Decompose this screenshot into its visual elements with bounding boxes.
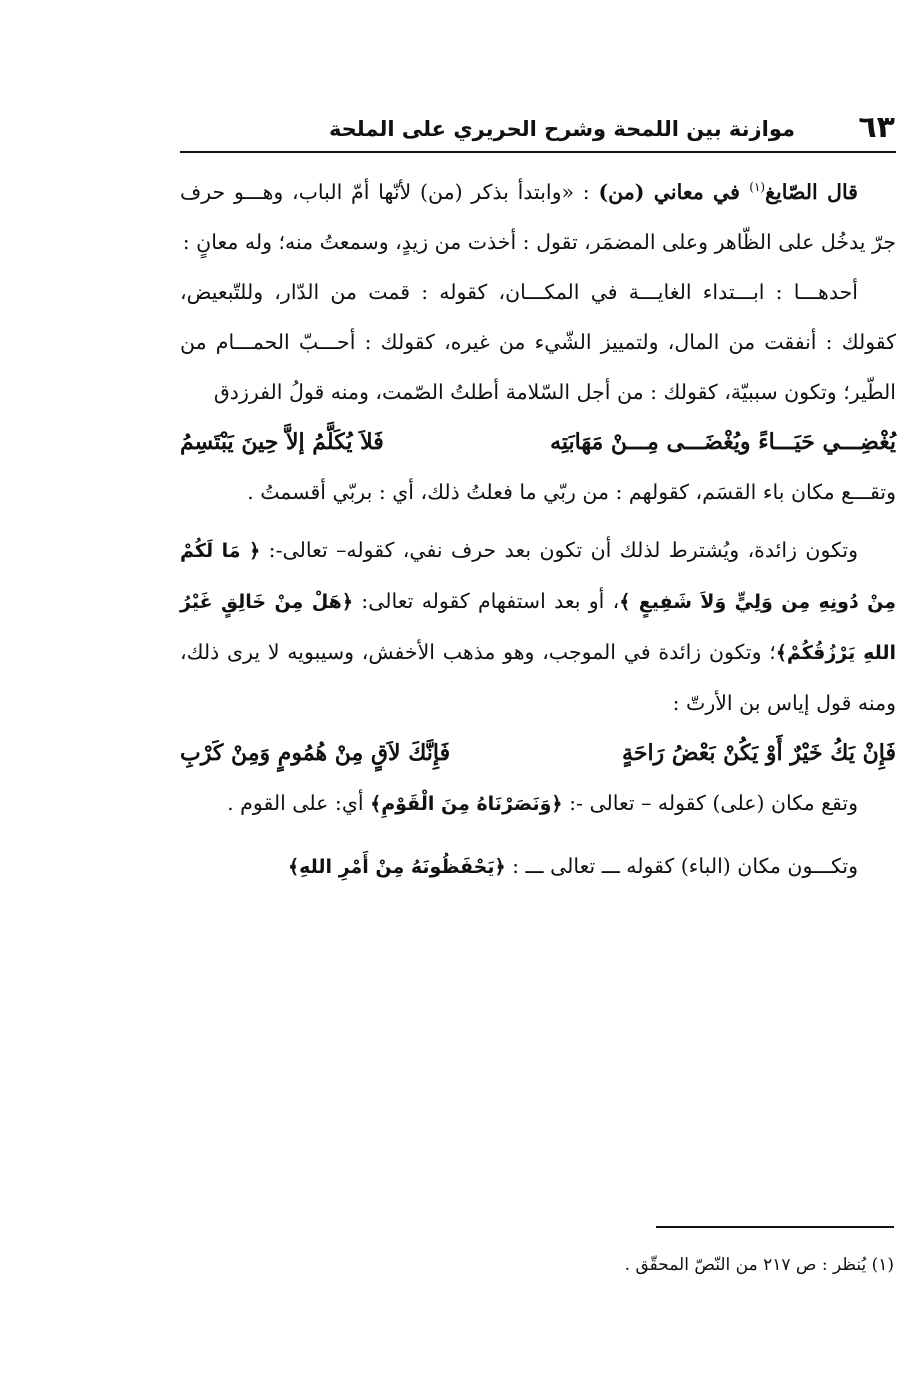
spacer <box>180 517 896 525</box>
header-rule <box>180 151 896 153</box>
paragraph-5-text-b: أي: على القوم . <box>227 790 371 815</box>
running-title: موازنة بين اللمحة وشرح الحريري على الملحة <box>328 117 795 141</box>
paragraph-1-lead-2: في معاني (من) <box>598 179 750 204</box>
paragraph-2: أحدهـــا : ابـــتداء الغايـــة في المكـــان، كقوله : قمت من الدّار، وللتّبعيض، كقولك : أنفقت من المال، ولتمييز الشّيء من غيره، كقولك : أحـــبّ الحمـــام من الطّير؛ وتكون سببيّة، كقولك : من أجل السّلامة أطلتُ الصّمت، ومنه قولُ الفرزدق <box>180 279 896 404</box>
paragraph-1-text: : «وابتدأ بذكر (من) لأنّها أمّ الباب، وهـــو حرف جرّ يدخُل على الظّاهر وعلى المضمَر، تقول : أخذت من زيدٍ، وسمعتُ منه؛ وله معانٍ : <box>180 179 896 254</box>
verse-1-second-hemistich: فَلاَ يُكَلَّمُ إلاَّ حِينَ يَبْتَسِمُ <box>180 428 384 455</box>
spacer <box>180 829 896 841</box>
paragraph-4-text-a: وتكون زائدة، ويُشترط لذلك أن تكون بعد حرف نفي، كقوله– تعالى-: <box>260 537 859 562</box>
quran-quote-1: ﴿ مَا لَكُمْ مِنْ دُونِهِ مِن وَلِيٍّ وَلاَ شَفِيعٍ ﴾ <box>180 539 896 613</box>
paragraph-6 <box>180 841 896 892</box>
paragraph-5-text-a: وتقع مكان (على) كقوله – تعالى -: <box>562 790 858 815</box>
page-header <box>180 108 895 148</box>
verse-1-first-hemistich: يُغْضِـــي حَيَـــاءً ويُغْضَـــى مِـــنْ مَهَابَتِه <box>550 428 896 455</box>
paragraph-4-text-b: ، أو بعد استفهام كقوله تعالى: <box>353 588 620 613</box>
verse-1 <box>180 417 896 467</box>
page-number: ٦٣ <box>858 110 895 145</box>
paragraph-5 <box>180 778 896 829</box>
footnote: (١) يُنظر : ص ٢١٧ من النّصّ المحقّق . <box>624 1255 894 1275</box>
paragraph-4 <box>180 525 896 728</box>
quran-quote-4: ﴿يَحْفَظُونَهُ مِنْ أَمْرِ اللهِ﴾ <box>288 855 506 878</box>
quran-quote-2: ﴿هَلْ مِنْ خَالِقٍ غَيْرُ اللهِ يَرْزُقُكُمْ﴾ <box>180 590 896 664</box>
paragraph-1 <box>180 162 896 267</box>
quran-quote-3: ﴿وَنَصَرْنَاهُ مِنَ الْقَوْمِ﴾ <box>370 792 563 815</box>
paragraph-3: وتقـــع مكان باء القسَم، كقولهم : من ربّي ما فعلتُ ذلك، أي : بربّي أقسمتُ . <box>247 479 896 504</box>
footnote-rule <box>656 1226 894 1228</box>
footnote-ref: (١) <box>749 180 766 194</box>
body-text <box>180 162 896 892</box>
verse-2 <box>180 728 896 778</box>
paragraph-6-text-a: وتكـــون مكان (الباء) كقوله ـــ تعالى ـــ : <box>505 853 858 878</box>
paragraph-1-lead: قال الصّايغ <box>765 179 858 204</box>
verse-2-second-hemistich: فَإِنَّكَ لاَقٍ مِنْ هُمُومٍ وَمِنْ كَرْبِ <box>180 739 451 766</box>
verse-2-first-hemistich: فَإِنْ يَكُ خَيْرٌ أَوْ يَكُنْ بَعْضُ رَاحَةٍ <box>622 739 896 766</box>
paragraph-4-text-c: ؛ وتكون زائدة في الموجب، وهو مذهب الأخفش، وسيبويه لا يرى ذلك، ومنه قول إياس بن الأرتّ : <box>180 639 896 715</box>
